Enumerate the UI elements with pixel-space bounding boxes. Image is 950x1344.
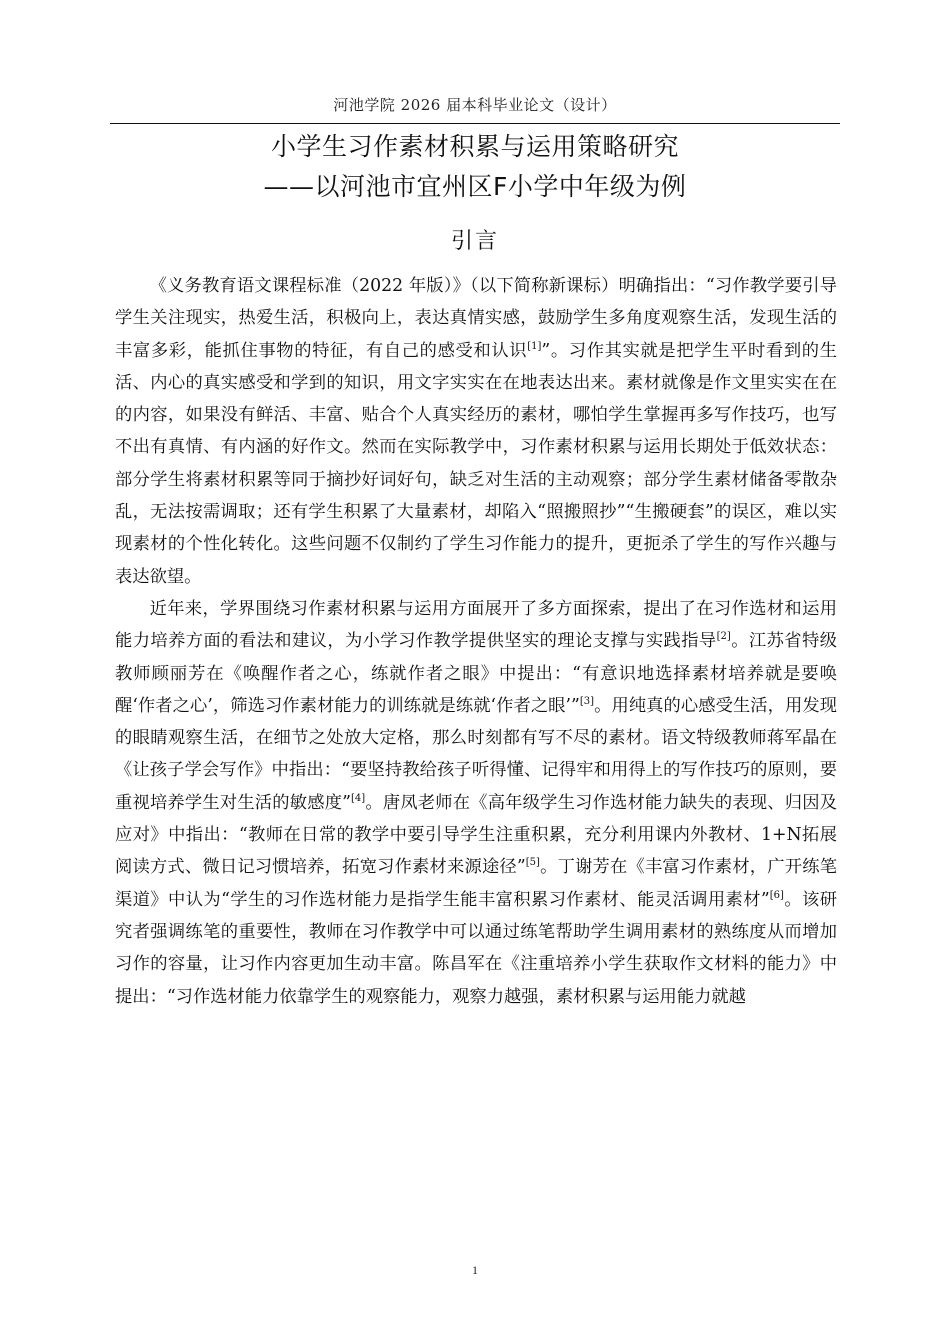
thesis-subtitle: ——以河池市宜州区F小学中年级为例 (263, 172, 687, 201)
thesis-title: 小学生习作素材积累与运用策略研究 (270, 132, 679, 161)
paragraph-2-text-1: 近年来，学界围绕习作素材积累与运用方面展开了多方面探索，提出了在习作选材和运用能力培养方面的看法和建议，为小学习作教学提供坚实的理论支撑与实践指导 (115, 598, 837, 652)
paragraph-2-text-5: 。丁谢芳在《丰富习作素材，广开练笔渠道》中认为“学生的习作选材能力是指学生能丰富积累习作素材、能灵活调用素材” (115, 857, 837, 910)
citation-3: [3] (579, 695, 595, 707)
paragraph-2-text-3: 。用纯真的心感受生活，用发现的眼睛观察生活，在细节之处放大定格，那么时刻都有写不尽的素材。语文特级教师蒋军晶在《让孩子学会写作》中指出：“要坚持教给孩子听得懂、记得牢和用得上的写作技巧的原则，要重视培养学生对生活的敏感度” (115, 695, 837, 813)
paragraph-2 (115, 593, 837, 1013)
citation-4: [4] (351, 792, 366, 804)
citation-2: [2] (716, 631, 731, 643)
paragraph-1 (115, 270, 837, 593)
body-text (115, 270, 837, 1013)
running-header: 河池学院 2026 届本科毕业论文（设计） (333, 96, 617, 114)
citation-6: [6] (769, 889, 784, 901)
paragraph-2-text-2: 。江苏省特级教师顾丽芳在《唤醒作者之心，练就作者之眼》中提出：“有意识地选择素材培养就是要唤醒‘作者之心’，筛选习作素材能力的训练就是练就‘作者之眼’” (115, 631, 837, 716)
paragraph-2-text-4: 。唐凤老师在《高年级学生习作选材能力缺失的表现、归因及应对》中指出：“教师在日常的教学中要引导学生注重积累，充分利用课内外教材、1+N拓展阅读方式、微日记习惯培养，拓宽习作素材来源途径” (115, 792, 837, 878)
paragraph-1-text-2: ”。习作其实就是把学生平时看到的生活、内心的真实感受和学到的知识，用文字实实在在地表达出来。素材就像是作文里实实在在的内容，如果没有鲜活、丰富、贴合个人真实经历的素材，哪怕学生掌握再多写作技巧，也写不出有真情、有内涵的好作文。然而在实际教学中，习作素材积累与运用长期处于低效状态：部分学生将素材积累等同于摘抄好词好句，缺乏对生活的主动观察；部分学生素材储备零散杂乱，无法按需调取；还有学生积累了大量素材，却陷入“照搬照抄”“生搬硬套”的误区，难以实现素材的个性化转化。这些问题不仅制约了学生习作能力的提升，更扼杀了学生的写作兴趣与表达欲望。 (115, 340, 837, 587)
page-number: 1 (472, 1263, 478, 1277)
citation-1: [1] (527, 340, 542, 352)
paragraph-1-text-1: 《义务教育语文课程标准（2022 年版）》（以下简称新课标）明确指出：“习作教学要引导学生关注现实，热爱生活，积极向上，表达真情实感，鼓励学生多角度观察生活，发现生活的丰富多彩，能抓住事物的特征，有自己的感受和认识 (115, 276, 837, 361)
section-heading-introduction: 引言 (450, 229, 499, 254)
paragraph-2-text-6: 。该研究者强调练笔的重要性，教师在习作教学中可以通过练笔帮助学生调用素材的熟练度从而增加习作的容量，让习作内容更加生动丰富。陈昌军在《注重培养小学生获取作文材料的能力》中提出：“习作选材能力依靠学生的观察能力，观察力越强，素材积累与运用能力就越 (115, 889, 837, 1007)
header-divider (110, 123, 840, 124)
citation-5: [5] (525, 857, 540, 869)
